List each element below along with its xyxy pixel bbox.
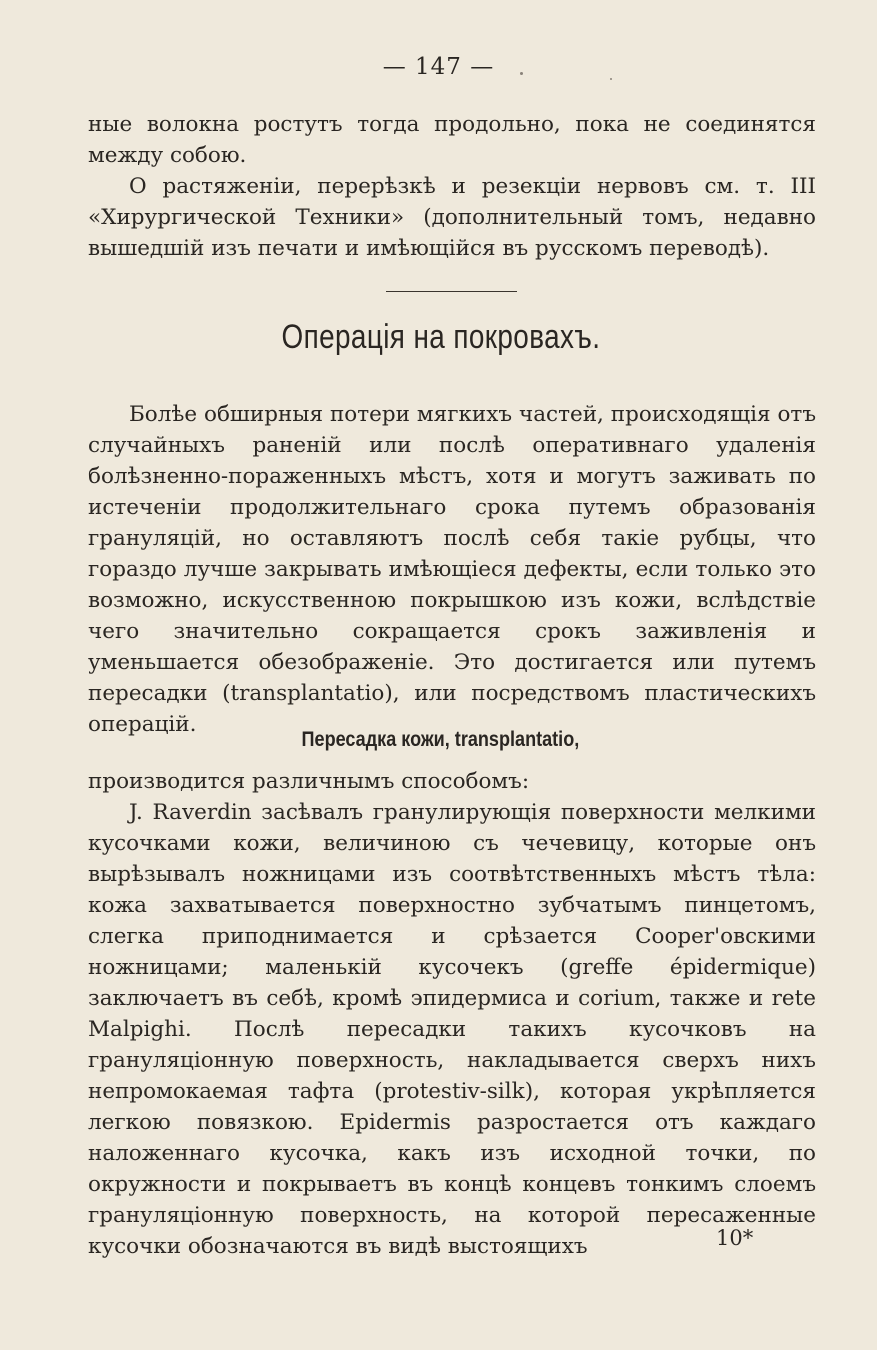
subsection-heading: Пересадка кожи, transplantatio, xyxy=(301,728,580,751)
intro-text xyxy=(88,109,816,264)
section-divider xyxy=(386,291,517,292)
paper-speck xyxy=(610,78,612,80)
subsection-lead: производится различнымъ способомъ: xyxy=(88,769,530,794)
intro-continuation: ные волокна ростутъ тогда продольно, пока не соединятся между собою. xyxy=(88,112,816,168)
intro-paragraph: О растяженіи, перерѣзкѣ и резекціи нервовъ см. т. III «Хирургической Техники» (дополнительный томъ, недавно вышедшій изъ печати и имѣющійся въ русскомъ переводѣ). xyxy=(88,174,816,261)
subsection-paragraph: J. Raverdin засѣвалъ гранулирующія поверхности мелкими кусочками кожи, величиною съ чечевицу, которые онъ вырѣзывалъ ножницами изъ соотвѣтственныхъ мѣстъ тѣла: кожа захватывается поверхностно зубчатымъ пинцетомъ, слегка приподнимается и срѣзается Cooper'овскими ножницами; маленькій кусочекъ (greffe épidermique) заключаетъ въ себѣ, кромѣ эпидермиса и corium, также и rete Malpighi. Послѣ пересадки такихъ кусочковъ на грануляціонную поверхность, накладывается сверхъ нихъ непромокаемая тафта (protestiv-silk), которая укрѣпляется легкою повязкою. Epidermis разростается отъ каждаго наложеннаго кусочка, какъ изъ исходной точки, по окружности и покрываетъ въ концѣ концевъ тонкимъ слоемъ грануляціонную поверхность, на которой пересаженные кусочки обозначаются въ видѣ выстоящихъ xyxy=(88,800,816,1259)
page-number: — 147 — xyxy=(382,54,495,80)
section-paragraph: Болѣе обширныя потери мягкихъ частей, происходящія отъ случайныхъ раненій или послѣ оперативнаго удаленія болѣзненно-пораженныхъ мѣстъ, хотя и могутъ заживать по истеченіи продолжительнаго срока путемъ образованія грануляцій, но оставляютъ послѣ себя такіе рубцы, что гораздо лучше закрывать имѣющіеся дефекты, если только это возможно, искусственною покрышкою изъ кожи, вслѣдствіе чего значительно сокращается срокъ заживленія и уменьшается обезображеніе. Это достигается или путемъ пересадки (transplantatio), или посредствомъ пластическихъ операцій. xyxy=(88,402,816,737)
section-title: Операція на покровахъ. xyxy=(281,318,601,356)
subsection-text xyxy=(88,766,816,1262)
paper-speck xyxy=(520,72,523,75)
section-text xyxy=(88,399,816,740)
signature-mark: 10* xyxy=(716,1226,754,1250)
